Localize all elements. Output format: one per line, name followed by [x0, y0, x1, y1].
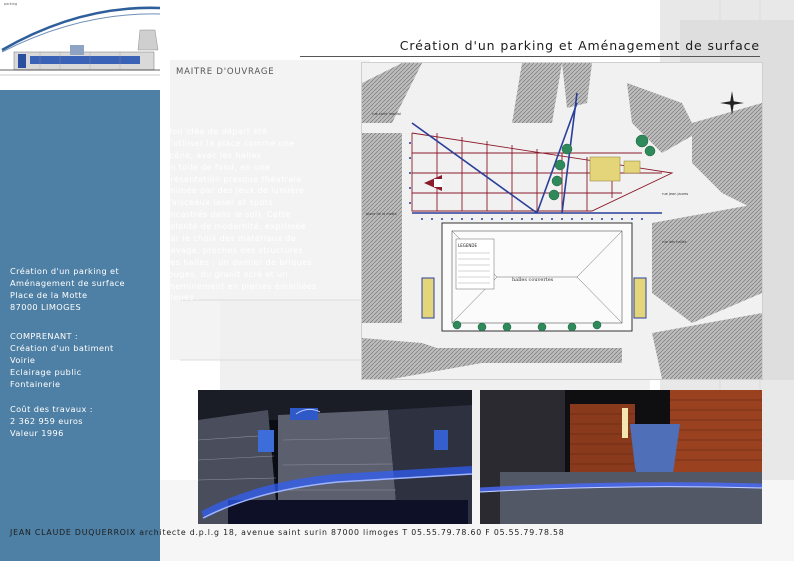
description-line: cheminement en pierres émaillées — [165, 281, 317, 291]
cost-line: 2 362 959 euros — [10, 416, 83, 426]
project-line: Création d'un parking et — [10, 266, 120, 276]
description-line: présentation presque théatrale — [165, 174, 302, 184]
halles-label: halles couvertes — [512, 277, 554, 283]
description-line: des halles ; un damier de briques — [165, 257, 313, 267]
scope-item: Fontainerie — [10, 379, 61, 389]
cost-line: Coût des travaux : — [10, 404, 93, 414]
thumbnail-label: parking — [4, 2, 18, 6]
scope-heading: COMPRENANT : — [10, 331, 79, 341]
description-line: (faisceaux laser et spots — [165, 198, 273, 208]
description-line: encastrés dans le sol). Cette — [165, 210, 291, 220]
client-heading: MAITRE D'OUVRAGE — [176, 67, 275, 77]
project-scope — [10, 330, 114, 390]
street-label: rue saint martial — [372, 112, 402, 116]
description-line: d'utiliser la place comme une — [165, 138, 295, 148]
description-line: bleues . — [165, 293, 200, 303]
description-line: Mon idée de départ été — [165, 127, 268, 136]
cost-line: Valeur 1996 — [10, 428, 64, 438]
description-line: volonté de modernité, exprimée — [165, 222, 306, 232]
night-photo-fountain — [198, 390, 472, 524]
project-identification — [10, 265, 125, 313]
fountain-photo-drawing — [198, 390, 472, 524]
project-description — [165, 126, 363, 304]
brick-wall-photo-drawing — [480, 390, 762, 524]
section-thumbnail — [0, 0, 160, 90]
sidebar-panel — [0, 90, 160, 561]
section-elevation-drawing — [0, 0, 160, 90]
street-label: place de la motte — [366, 212, 397, 216]
legend-label: LEGENDE — [458, 243, 477, 248]
project-line: Aménagement de surface — [10, 278, 125, 288]
description-line: rouges, du granit ocré et un — [165, 269, 289, 279]
description-line: en toile de fond, en une — [165, 162, 271, 172]
project-cost — [10, 403, 93, 439]
description-line: par le choix des matériaux de — [165, 234, 297, 244]
project-line: 87000 LIMOGES — [10, 302, 82, 312]
architect-footer: JEAN CLAUDE DUQUERROIX architecte d.p.l.g 18, avenue saint surin 87000 limoges T 05.55.79.78.60 F 05.55.79.78.58 — [10, 528, 565, 537]
description-line: pavage, proches des structures — [165, 245, 304, 255]
scope-item: Voirie — [10, 355, 36, 365]
night-photo-brick-wall — [480, 390, 762, 524]
street-label: rue jean jaures — [662, 192, 689, 196]
project-line: Place de la Motte — [10, 290, 88, 300]
scope-item: Eclairage public — [10, 367, 82, 377]
description-line: animée par des jeux de lumière — [165, 186, 305, 196]
title-divider — [300, 56, 760, 57]
site-plan-drawing — [362, 63, 762, 379]
scope-item: Création d'un batiment — [10, 343, 114, 353]
site-plan — [361, 62, 763, 380]
page-title: Création d'un parking et Aménagement de surface — [399, 38, 760, 53]
description-line: scène, avec les halles — [165, 150, 262, 160]
street-label: rue des halles — [662, 240, 687, 244]
